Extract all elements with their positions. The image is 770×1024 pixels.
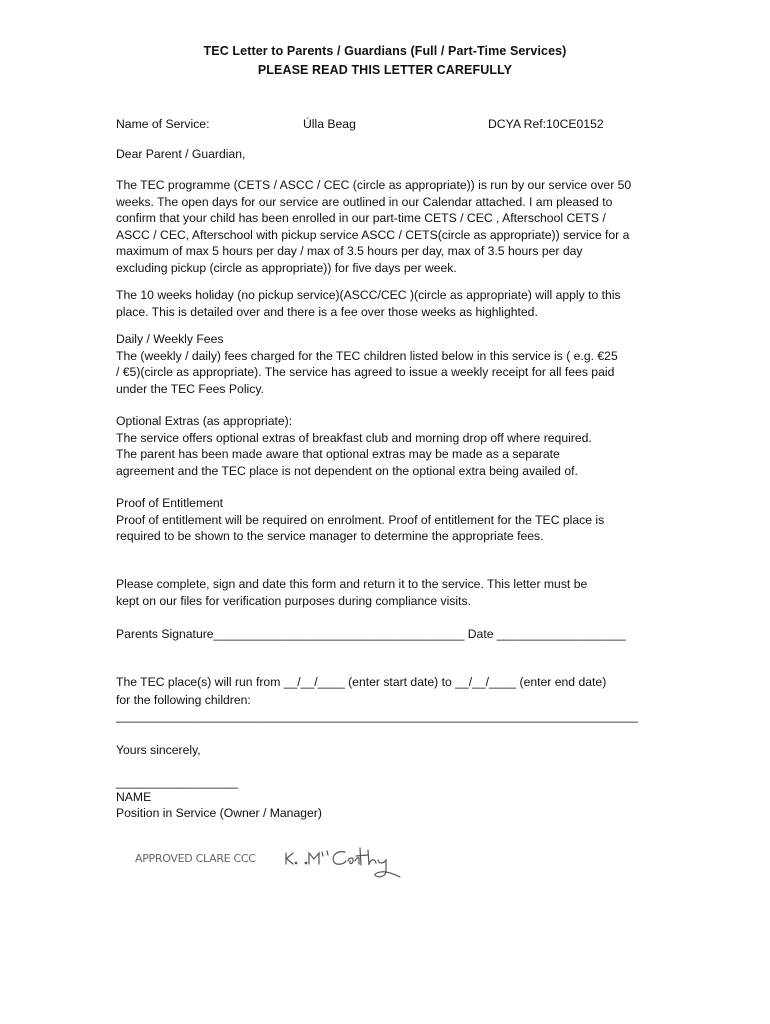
paragraph-line: maximum of max 5 hours per day / max of 3.5 hours per day, max of 3.5 hours per day	[116, 244, 583, 259]
paragraph-line: The 10 weeks holiday (no pickup service)(ASCC/CEC )(circle as appropriate) will apply to this	[116, 288, 621, 302]
programme-paragraph	[116, 177, 661, 277]
paragraph-line: The TEC programme (CETS / ASCC / CEC (circle as appropriate)) is run by our service over 50	[116, 178, 632, 192]
position-label: Position in Service (Owner / Manager)	[116, 806, 322, 820]
paragraph-line: Please complete, sign and date this form and return it to the service. This letter must be	[116, 577, 588, 591]
name-signature-blank[interactable]: __________________	[116, 775, 239, 789]
instructions-paragraph	[116, 576, 661, 609]
proof-heading: Proof of Entitlement	[116, 496, 224, 510]
extras-section	[116, 413, 661, 479]
paragraph-line: confirm that your child has been enrolled in our part-time CETS / CEC , Afterschool CETS /	[116, 211, 606, 226]
letter-title: TEC Letter to Parents / Guardians (Full / Part-Time Services)	[203, 44, 567, 58]
children-field[interactable]: _____________________________________________________________________________	[116, 709, 638, 723]
paragraph-line: The parent has been made aware that optional extras may be made as a separate	[116, 447, 560, 462]
approval-stamp	[130, 840, 430, 886]
greeting: Dear Parent / Guardian,	[116, 147, 246, 161]
fees-section	[116, 331, 661, 397]
paragraph-line: The service offers optional extras of breakfast club and morning drop off where required.	[116, 430, 592, 445]
name-label: NAME	[116, 790, 152, 804]
paragraph-line: kept on our files for verification purposes during compliance visits.	[116, 593, 471, 608]
letter-subtitle: PLEASE READ THIS LETTER CAREFULLY	[257, 63, 513, 77]
service-name: Úlla Beag	[303, 117, 356, 131]
fees-heading: Daily / Weekly Fees	[116, 332, 224, 346]
tec-dates-field[interactable]: The TEC place(s) will run from __/__/____ (enter start date) to __/__/____ (enter end date)	[116, 675, 607, 689]
closing: Yours sincerely,	[116, 743, 201, 757]
stamp-text: APPROVED CLARE CCC	[135, 852, 256, 865]
paragraph-line: ASCC / CEC, Afterschool with pickup service ASCC / CETS(circle as appropriate)) service for a	[116, 227, 630, 242]
holiday-paragraph	[116, 287, 661, 320]
paragraph-line: / €5)(circle as appropriate). The service has agreed to issue a weekly receipt for all fees paid	[116, 365, 615, 380]
paragraph-line: The (weekly / daily) fees charged for the TEC children listed below in this service is ( e.g. €25	[116, 348, 618, 363]
paragraph-line: place. This is detailed over and there is a fee over those weeks as highlighted.	[116, 304, 538, 319]
handwritten-signature	[286, 848, 400, 877]
paragraph-line: agreement and the TEC place is not dependent on the optional extra being availed of.	[116, 463, 578, 478]
paragraph-line: excluding pickup (circle as appropriate)) for five days per week.	[116, 260, 457, 275]
paragraph-line: required to be shown to the service manager to determine the appropriate fees.	[116, 529, 544, 544]
service-label: Name of Service:	[116, 117, 210, 131]
children-label: for the following children:	[116, 693, 251, 707]
extras-heading: Optional Extras (as appropriate):	[116, 414, 293, 428]
proof-section	[116, 495, 661, 545]
paragraph-line: under the TEC Fees Policy.	[116, 381, 264, 396]
dcya-reference: DCYA Ref:10CE0152	[488, 117, 604, 131]
paragraph-line: weeks. The open days for our service are outlined in our Calendar attached. I am pleased to	[116, 194, 613, 209]
paragraph-line: Proof of entitlement will be required on enrolment. Proof of entitlement for the TEC place is	[116, 512, 605, 527]
parents-signature-field[interactable]: Parents Signature_____________________________________ Date ___________________	[116, 627, 626, 641]
